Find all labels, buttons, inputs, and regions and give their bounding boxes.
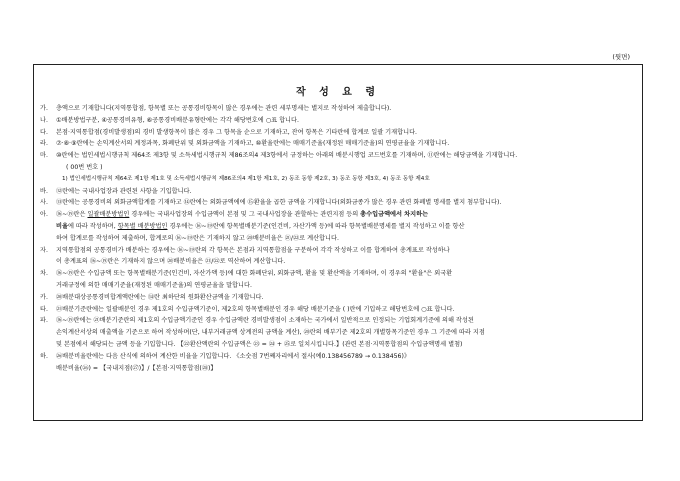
instruction-item xyxy=(40,197,636,209)
item-prefix: 다. xyxy=(40,128,48,136)
text-segment: 에 따라 작성하며, xyxy=(67,222,118,230)
instruction-item xyxy=(40,127,636,139)
item-prefix: 타. xyxy=(40,305,48,313)
instruction-list xyxy=(40,103,636,374)
item-prefix: 카. xyxy=(40,293,48,301)
instruction-item xyxy=(40,233,636,245)
item-prefix: 가. xyxy=(40,105,48,112)
item-prefix: 아. xyxy=(40,211,48,219)
instruction-item xyxy=(40,174,636,186)
instruction-item xyxy=(40,209,636,221)
item-prefix: 라. xyxy=(40,140,48,148)
item-text: ①배분방법구분, ④공통경비유형, ⑥공통경비배분유형란에는 각각 해당번호에 ○표 합니다. xyxy=(56,116,299,124)
item-text: ㉑배분기준란에는 일괄배분인 경우 제1호의 수입금액기준이, 제2호의 항목별배분인 경우 해당 배분기준을 ( )란에 기입하고 해당번호에 ○표 합니다. xyxy=(56,305,455,313)
text-segment: 항목별 배분방법인 xyxy=(117,222,168,230)
item-text xyxy=(56,209,636,221)
text-segment: ⑯~⑲란은 xyxy=(56,211,88,219)
item-text xyxy=(56,221,636,233)
instruction-item xyxy=(40,186,636,198)
item-prefix: 바. xyxy=(40,187,48,195)
text-segment: 경우에는 ⑯~⑲란에 항목별배분기준(인건비, 자산가액 등)에 따라 항목별배분명세를 별지 작성하고 이를 항산 xyxy=(167,222,465,230)
item-prefix: 사. xyxy=(40,199,48,207)
item-text: ⑳배분대상공통경비합계액란에는 ⑭란 최하단의 원화환산금액을 기재합니다. xyxy=(56,293,264,301)
item-prefix: 마. xyxy=(40,152,48,160)
instruction-item xyxy=(40,138,636,150)
instruction-item xyxy=(40,150,636,162)
item-text: 하여 합계로를 작성하여 제출하며, 합계로의 ⑯~⑲란은 기재하지 않고 ⑳배분비율은 ㉑/㉒로 계산합니다. xyxy=(56,234,339,242)
instruction-item xyxy=(40,339,636,351)
item-text: 지역통합점의 공통경비가 배분하는 경우에는 ⑯~⑲란의 각 항목은 본점과 지역통합점을 구분하여 각각 작성하고 이를 합계하여 총계표로 작성하나 xyxy=(56,246,450,254)
item-text: 및 본점에서 해당되는 금액 등을 기입합니다. 【㉒환산액란의 수입금액은 ㉓ = ㉔ + ㉕로 일치시킵니다.】(관련 본점·지역통합점의 수입금액명세 별첨) xyxy=(56,340,463,348)
text-segment: 일괄배분방법인 xyxy=(87,211,130,219)
item-text: ( 00번 번호 ) xyxy=(66,163,103,171)
instruction-item xyxy=(40,245,636,257)
instruction-item xyxy=(40,221,636,233)
item-text: 이 총계표의 ⑯~⑲란은 기재하지 않으며 ⑳배분비율은 ㉑/㉒로 역산하여 계산합니다. xyxy=(56,258,286,266)
item-text: 층액으로 기재합니다(지역통합점, 항목별 또는 공통경비항목이 많은 경우에는 관련 세부명세는 별지로 작성하여 제출합니다). xyxy=(56,105,392,112)
document-frame xyxy=(33,64,643,421)
item-prefix: 하. xyxy=(40,352,48,360)
item-text: 본점·지역통합점(경비발생점)의 경비 발생항목이 많은 경우 그 항목을 순으로 기재하고, 잔여 항목은 기타란에 합계로 일괄 기재합니다. xyxy=(56,128,418,136)
item-text: ㉖배분비율란에는 다음 산식에 의하여 계산한 비율을 기입합니다. 《소숫점 7번째자리에서 절사(예0.138456789 → 0.138456)》 xyxy=(56,352,411,360)
item-text: ⑯~⑲란은 수입금액 또는 항목별배분기준(인건비, 자산가액 등)에 대한 화폐단위, 외화금액, 환율 및 환산액을 기재하며, 이 경우의 "환율"은 외국환 xyxy=(56,270,453,278)
instruction-item xyxy=(40,304,636,316)
item-text: 거래규정에 의한 매매기준율(재정된 매매기준율)의 연평균율을 말합니다. xyxy=(56,281,252,289)
item-text: ⑦·⑧·⑨란에는 손익계산서의 계정과목, 화폐단위 및 외화금액을 기재하고, ⑩환율란에는 매매기준율(재정된 매매기준율)의 연평균율을 기재합니다. xyxy=(56,140,450,148)
instruction-item xyxy=(40,292,636,304)
page-label: (뒷면) xyxy=(612,53,630,61)
instruction-item xyxy=(40,351,636,363)
item-prefix: 파. xyxy=(40,317,48,325)
text-segment: 경우에는 국내사업장의 수입금액이 본점 및 그 국내사업장을 관할하는 관련지점 등의 xyxy=(129,211,361,219)
instruction-item xyxy=(40,115,636,127)
text-segment: 비율 xyxy=(56,222,68,230)
instruction-item xyxy=(40,315,636,327)
instruction-item xyxy=(40,327,636,339)
item-text: 1) 법인세법시행규칙 제64조 제1항 제1호 및 소득세법시행규칙 제86조의4 제1항 제1호, 2) 동조 동항 제2호, 3) 동조 동항 제3호, 4) 동조 동항 제4호 xyxy=(62,175,430,182)
item-prefix: 자. xyxy=(40,246,48,254)
text-segment: 총수입금액에서 차지하는 xyxy=(360,211,429,219)
item-text: 배분비율(㉖) = 【국내지점(㉗)】/【본점·지역통합점(㉘)】 xyxy=(56,364,217,372)
instruction-item xyxy=(40,162,636,174)
item-text: 손익계산서상의 매출액을 기준으로 하여 작성하며(단, 내부거래금액 상계전의 금액을 계산), ⑳란의 배부기준 제2호의 개별항목기준인 경우 그 기준에 따라 지점 xyxy=(56,329,485,337)
instruction-item xyxy=(40,268,636,280)
document-title: 작 성 요 령 xyxy=(295,87,381,98)
instruction-item xyxy=(40,363,636,375)
item-prefix: 나. xyxy=(40,116,48,124)
item-text: ⑩란에는 법인세법시행규칙 제64조 제3항 및 소득세법시행규칙 제86조의4 제3항에서 규정하는 아래의 배분시행업 코드번호를 기재하며, ⑪란에는 해당금액을 기재합니다. xyxy=(56,152,518,160)
item-text: ⑬란에는 공통경비의 외화금액합계를 기재하고 ⑭란에는 외화금액에에 ⑮환율을 곱한 금액을 기재합니다(외화금종가 많은 경우 관련 화폐별 명세를 별지 첨부합니다). xyxy=(56,199,502,207)
instruction-item xyxy=(40,280,636,292)
item-prefix: 차. xyxy=(40,270,48,278)
instruction-item xyxy=(40,256,636,268)
item-text: ⑯~⑲란에는 ㉑배분기준란의 제1호의 수입금액기준인 경우 수입금액란 경비발생점이 소재하는 국가에서 일반적으로 인정되는 기업회계기준에 의해 작성된 xyxy=(56,317,474,325)
instruction-item xyxy=(40,103,636,115)
item-text: ⑫란에는 국내사업장과 관련된 사항을 기입합니다. xyxy=(56,187,192,195)
